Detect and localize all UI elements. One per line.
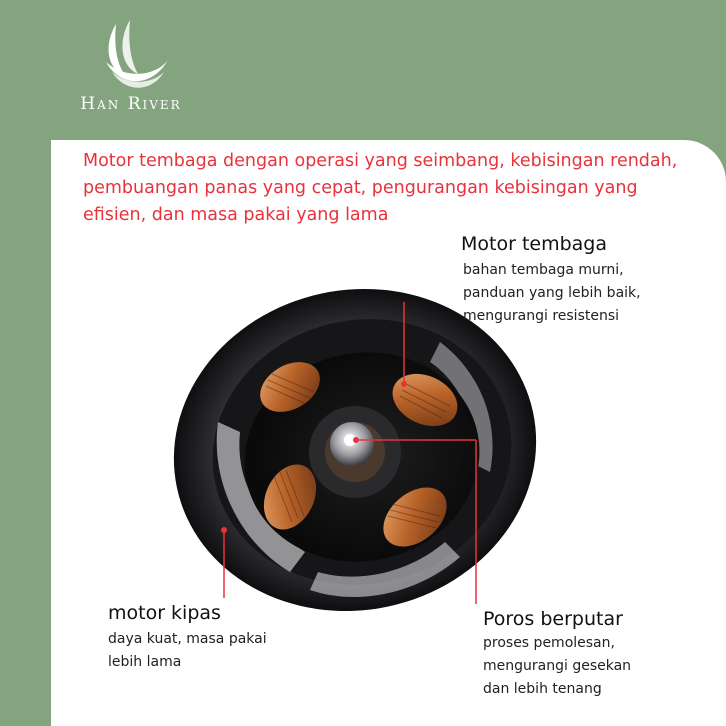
brand-logo [56, 14, 206, 114]
callout-shaft-desc [483, 632, 631, 701]
brand-name: Han River [80, 94, 182, 114]
callout-fan-desc [108, 628, 267, 674]
headline: Motor tembaga dengan operasi yang seimbang, kebisingan rendah, pembuangan panas yang cepat, pengurangan kebisingan yang efisien, dan masa pakai yang lama [83, 151, 678, 225]
callout-shaft-title: Poros berputar [483, 608, 623, 630]
callout-copper-title: Motor tembaga [461, 233, 607, 255]
callout-copper-line: bahan tembaga murni, [463, 262, 624, 278]
leaf-mark-icon [86, 14, 176, 94]
callout-shaft-line: proses pemolesan, [483, 635, 615, 651]
callout-copper-line: panduan yang lebih baik, [463, 285, 641, 301]
callout-fan-line: lebih lama [108, 654, 182, 670]
callout-copper-desc [463, 259, 641, 328]
callout-fan-title: motor kipas [108, 602, 221, 624]
callout-copper-line: mengurangi resistensi [463, 308, 620, 324]
callout-fan-line: daya kuat, masa pakai [108, 631, 267, 647]
callout-shaft-line: mengurangi gesekan [483, 658, 632, 674]
callout-shaft-line: dan lebih tenang [483, 681, 602, 697]
